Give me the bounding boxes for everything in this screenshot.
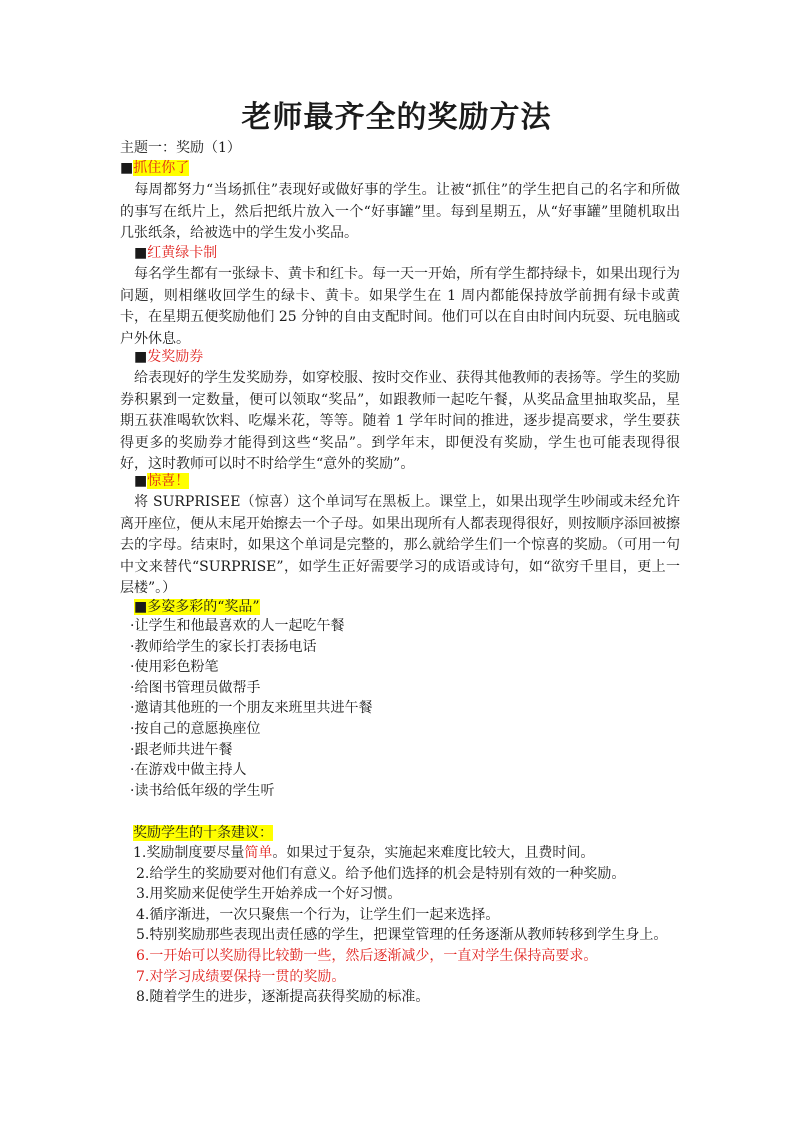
list-item: ·教师给学生的家长打表扬电话	[130, 638, 317, 655]
section-title: 红黄绿卡制	[147, 245, 218, 261]
section-body-cards	[120, 264, 680, 350]
tips-heading	[133, 823, 273, 843]
list-item: ·读书给低年级的学生听	[130, 782, 275, 799]
prizes-heading-text: ■多姿多彩的“奖品”	[134, 599, 260, 615]
list-item: ·跟老师共进午餐	[130, 741, 233, 758]
section-body-coupons	[120, 368, 680, 476]
section-heading-catch	[120, 158, 189, 178]
list-item: 5.特别奖励那些表现出责任感的学生，把课堂管理的任务逐渐从教师转移到学生身上。	[136, 927, 668, 944]
list-item: ·使用彩色粉笔	[130, 659, 219, 676]
page-title: 老师最齐全的奖励方法	[241, 100, 552, 135]
section-body-catch	[120, 180, 680, 245]
section-body-text: 给表现好的学生发奖励券，如穿校服、按时交作业、获得其他教师的表扬等。学生的奖励券积累到一定数量，便可以领取“奖品”，如跟教师一起吃午餐，从奖品盒里抽取奖品，星期五获准喝软饮料、吃爆米花，等等。随着 1 学年时间的推进，逐步提高要求，学生要获得更多的奖励券才能得到这些“奖品”。到学年末，即便没有奖励，学生也可能表现得很好，这时教师可以时不时给学生“意外的奖励”。	[120, 370, 680, 472]
list-item: ·给图书管理员做帮手	[130, 679, 261, 696]
section-heading-cards	[134, 243, 217, 263]
tip-text: 1.奖励制度要尽量	[133, 845, 245, 861]
section-body-text: 将 SURPRISEE（惊喜）这个单词写在黑板上。课堂上，如果出现学生吵闹或未经允许离开座位，便从末尾开始擦去一个子母。如果出现所有人都表现得很好，则按顺序添回被擦去的字母。结束时，如果这个单词是完整的，那么就给学生们一个惊喜的奖励。（可用一句中文来替代“SURPRISE”，如学生正好需要学习的成语或诗句，如“欲穷千里目，更上一层楼”。）	[120, 494, 680, 596]
tips-list	[133, 843, 667, 1008]
list-item: 8.随着学生的进步，逐渐提高获得奖励的标准。	[136, 989, 430, 1006]
list-item: ·在游戏中做主持人	[130, 762, 247, 779]
list-item: 4.循序渐进，一次只聚焦一个行为，让学生们一起来选择。	[136, 906, 500, 923]
section-body-text: 每名学生都有一张绿卡、黄卡和红卡。每一天一开始，所有学生都持绿卡，如果出现行为问题，则相继收回学生的绿卡、黄卡。如果学生在 1 周内都能保持放学前拥有绿卡或黄卡，在星期五便奖励他们 25 分钟的自由支配时间。他们可以在自由时间内玩耍、玩电脑或户外休息。	[120, 266, 680, 347]
tip-text: 。如果过于复杂，实施起来难度比较大，且费时间。	[272, 845, 595, 861]
list-item: 2.给学生的奖励要对他们有意义。给予他们选择的机会是特别有效的一种奖励。	[136, 865, 626, 882]
square-bullet-icon: ■	[134, 349, 148, 365]
section-title: 抓住你了	[133, 160, 190, 176]
square-bullet-icon: ■	[134, 245, 148, 261]
section-body-text: 每周都努力“当场抓住”表现好或做好事的学生。让被“抓住”的学生把自己的名字和所做的事写在纸片上，然后把纸片放入一个“好事罐”里。每到星期五，从“好事罐”里随机取出几张纸条，给被选中的学生发小奖品。	[120, 182, 680, 241]
section-title: 发奖励券	[147, 349, 204, 365]
list-item: 7.对学习成绩要保持一贯的奖励。	[136, 968, 346, 985]
list-item: ·按自己的意愿换座位	[130, 720, 261, 737]
square-bullet-icon: ■	[120, 160, 134, 176]
list-item: ·让学生和他最喜欢的人一起吃午餐	[130, 618, 345, 634]
list-item: 6.一开始可以奖励得比较勤一些，然后逐渐减少，一直对学生保持高要求。	[136, 947, 598, 964]
tip-highlight: 简单	[244, 845, 273, 861]
section-heading-surprise	[134, 471, 189, 491]
section-body-surprise	[120, 492, 680, 600]
tips-heading-text: 奖励学生的十条建议：	[133, 825, 273, 841]
prizes-heading	[134, 597, 260, 617]
prizes-list	[130, 616, 372, 801]
list-item	[133, 843, 667, 864]
section-heading-coupons	[134, 347, 203, 367]
section-title: 惊喜！	[147, 473, 190, 489]
theme-line: 主题一：奖励（1）	[120, 140, 241, 156]
list-item: 3.用奖励来促使学生开始养成一个好习惯。	[136, 886, 402, 903]
square-bullet-icon: ■	[134, 473, 148, 489]
list-item: ·邀请其他班的一个朋友来班里共进午餐	[130, 700, 373, 717]
